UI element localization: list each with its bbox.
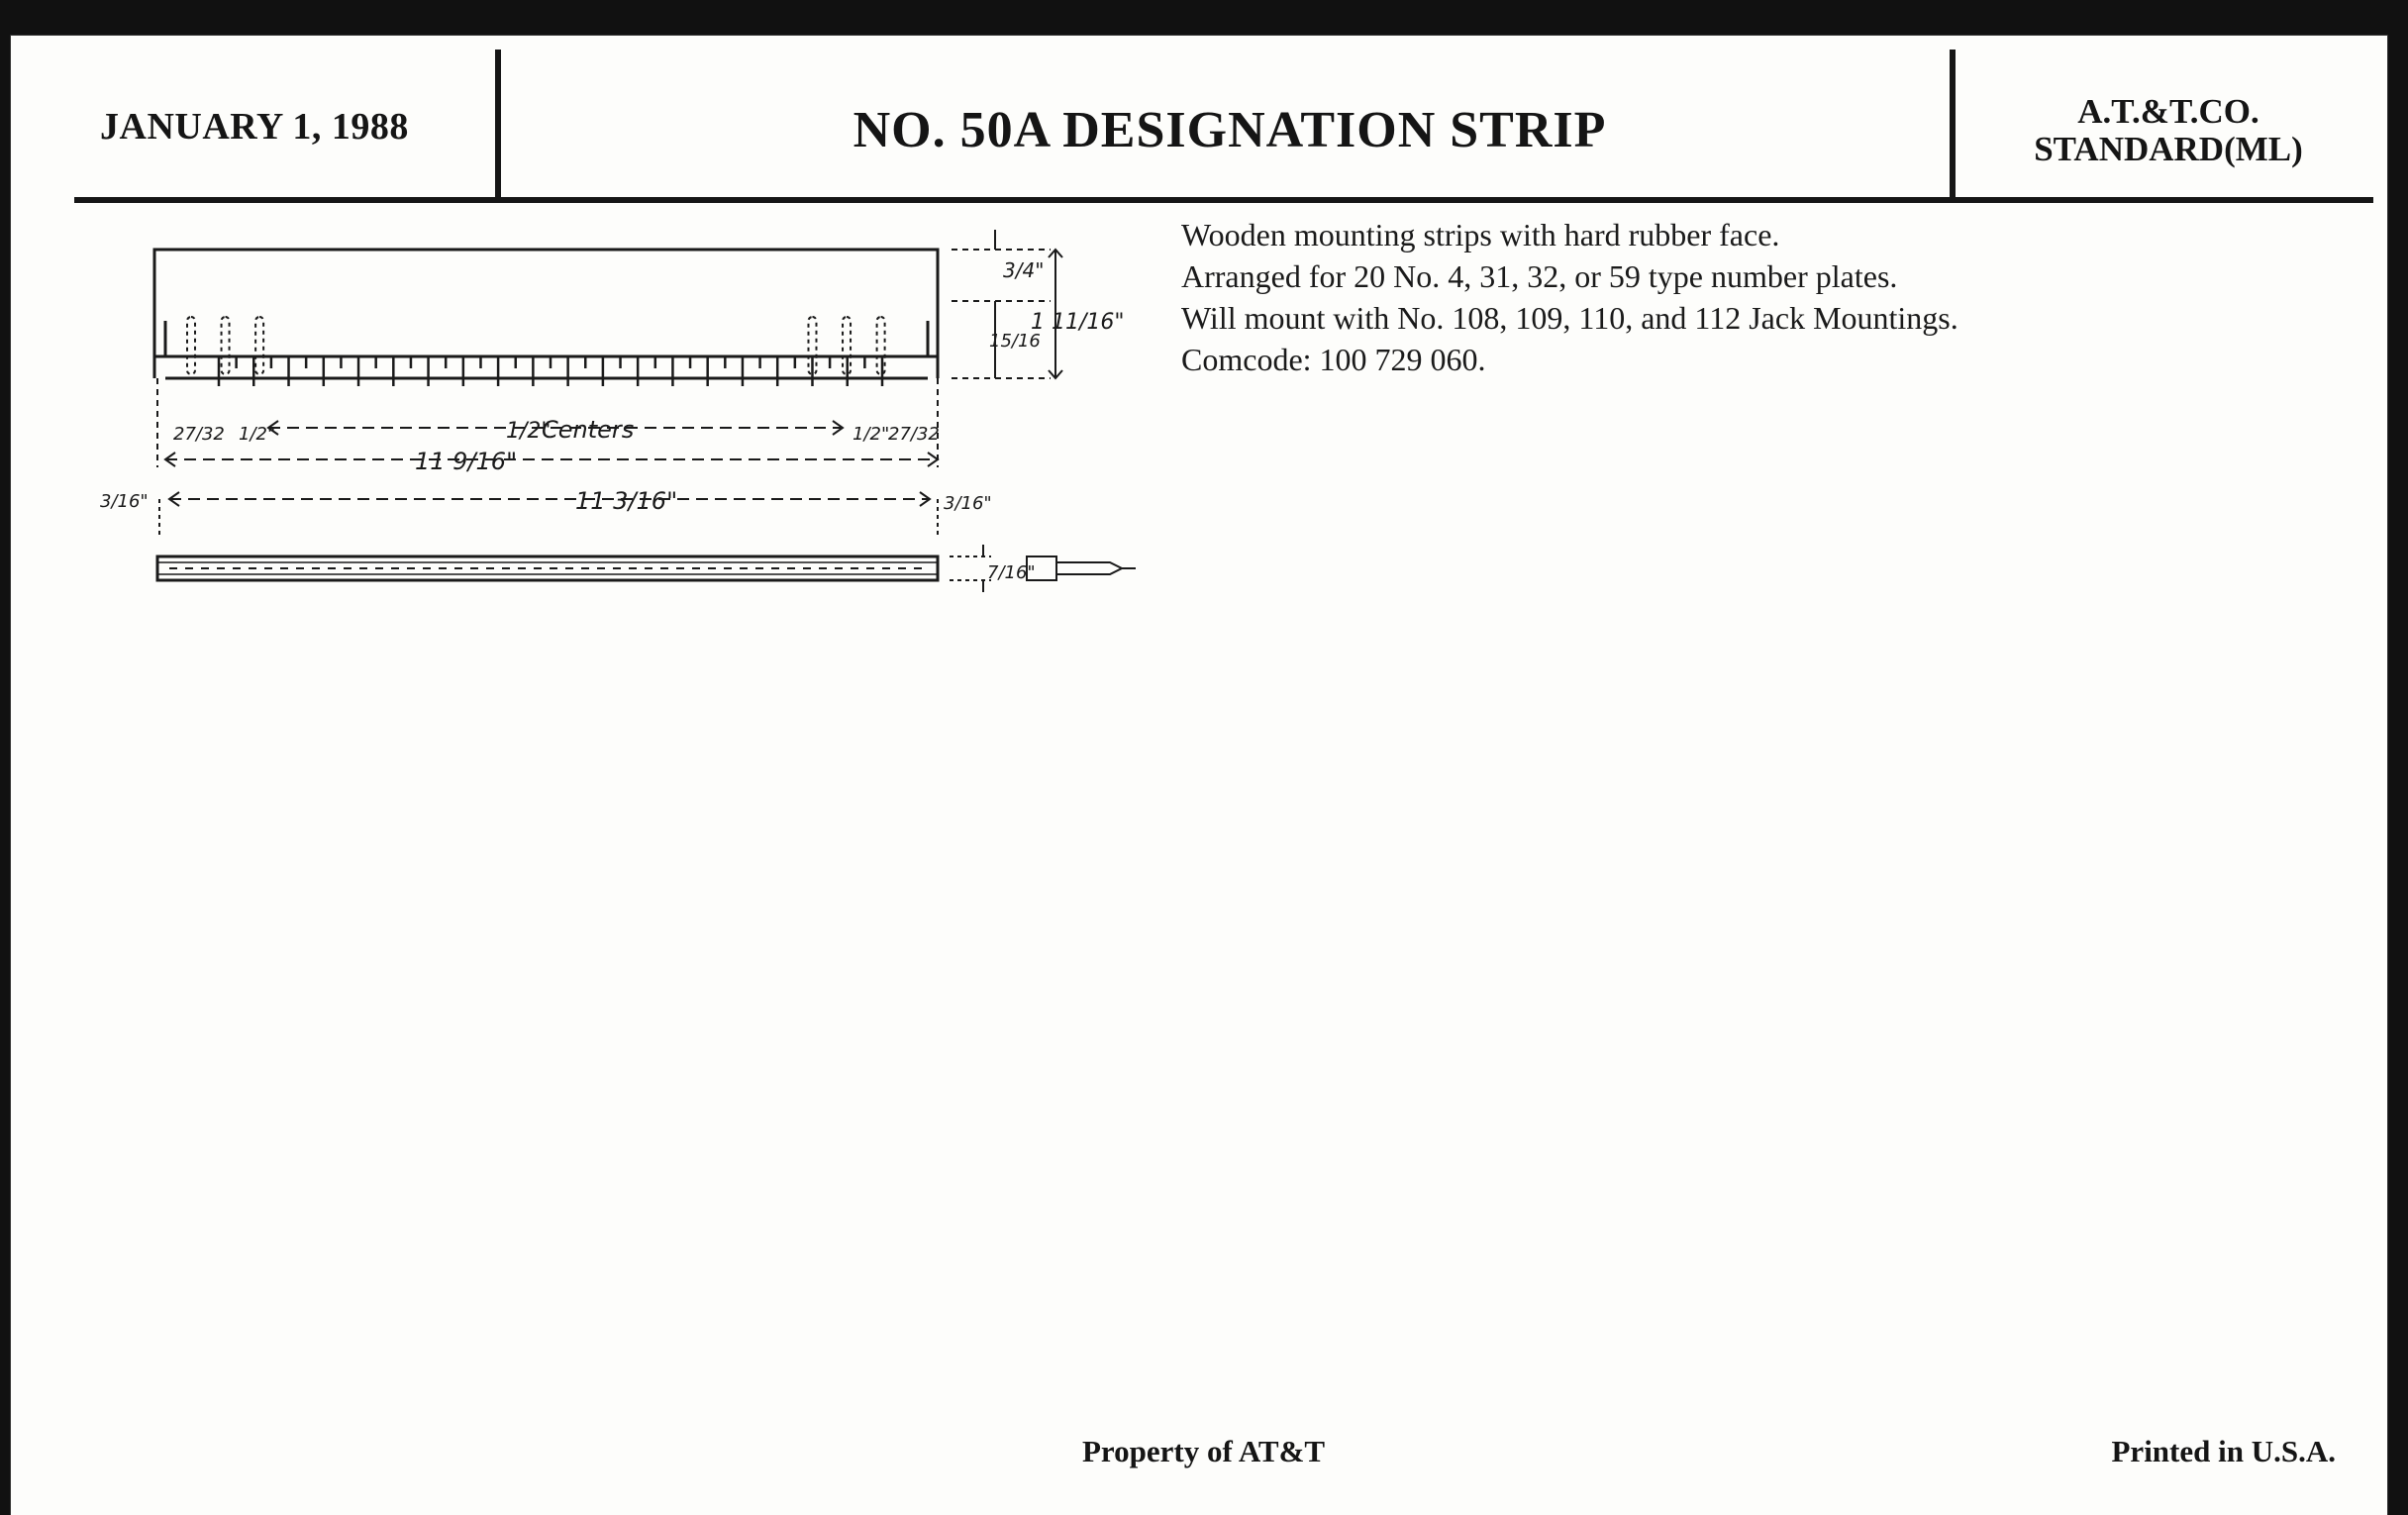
header-divider-left xyxy=(495,50,501,198)
dim-overall: 11 9/16" xyxy=(415,448,518,475)
dim-lower: 15/16 xyxy=(989,331,1041,352)
dim-top: 3/4" xyxy=(1003,258,1045,282)
standard-line-2: STANDARD(ML) xyxy=(2034,130,2303,168)
strip-outline xyxy=(154,250,938,356)
dim-half-left: 1/2" xyxy=(239,424,276,445)
dim-half-centers: 1/2" xyxy=(506,419,552,444)
description-line-4: Comcode: 100 729 060. xyxy=(1181,342,1486,377)
dim-half-right: 1/2" xyxy=(853,424,890,445)
dim-offset-right: 3/16" xyxy=(944,493,992,514)
header-rule xyxy=(74,197,2373,203)
centers-label: Centers xyxy=(542,416,635,444)
issue-date: JANUARY 1, 1988 xyxy=(100,106,409,148)
description xyxy=(1181,214,1958,380)
screw-slot xyxy=(877,317,885,374)
standard-label xyxy=(1965,93,2371,168)
printed-notice: Printed in U.S.A. xyxy=(2111,1434,2336,1468)
technical-drawing xyxy=(100,230,1150,611)
standard-line-1: A.T.&T.CO. xyxy=(2077,92,2259,131)
page-title: NO. 50A DESIGNATION STRIP xyxy=(853,102,1607,158)
dim-inner: 11 3/16" xyxy=(575,487,678,515)
description-line-3: Will mount with No. 108, 109, 110, and 112 Jack Mountings. xyxy=(1181,300,1958,336)
datasheet-card xyxy=(11,36,2387,1515)
property-notice: Property of AT&T xyxy=(1082,1434,1326,1468)
dim-edge-left: 27/32 xyxy=(173,424,225,445)
strip-drawing-svg xyxy=(100,230,1150,606)
screw-slot xyxy=(187,317,195,374)
dim-total: 1 11/16" xyxy=(1031,310,1125,335)
description-line-1: Wooden mounting strips with hard rubber face. xyxy=(1181,217,1780,252)
dim-thickness: 7/16" xyxy=(987,562,1036,583)
plate-profile xyxy=(1027,556,1136,580)
dim-offset-left: 3/16" xyxy=(100,491,149,512)
description-line-2: Arranged for 20 No. 4, 31, 32, or 59 type number plates. xyxy=(1181,258,1898,294)
screw-slot xyxy=(255,317,263,374)
dim-edge-right: 27/32 xyxy=(888,424,940,445)
screw-slot xyxy=(222,317,230,374)
